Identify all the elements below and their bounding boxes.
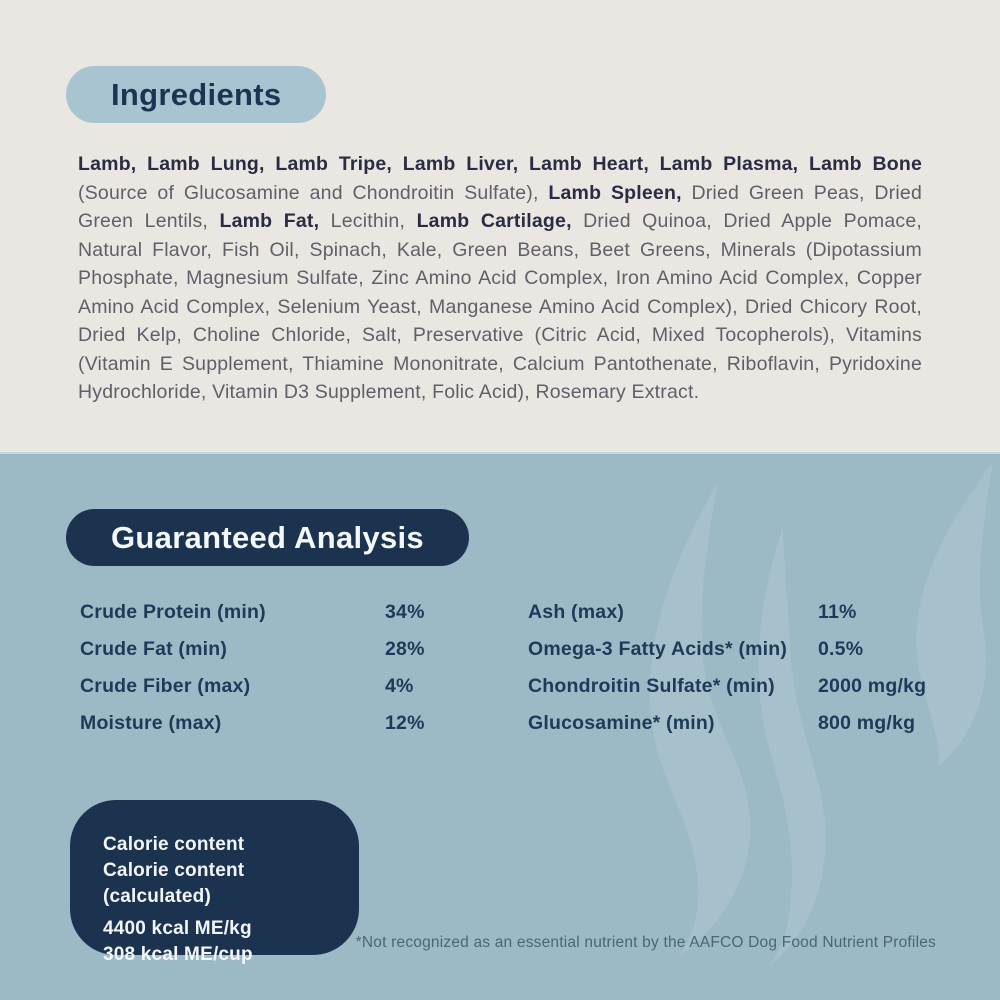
nutrient-label: Moisture (max) (80, 712, 222, 734)
nutrient-label: Omega-3 Fatty Acids* (min) (528, 638, 788, 660)
guaranteed-analysis-heading: Guaranteed Analysis (111, 519, 424, 555)
table-row (80, 675, 528, 698)
calorie-value-line: 4400 kcal ME/kg (103, 918, 252, 939)
calorie-title-line: Calorie content (calculated) (103, 860, 245, 907)
nutrient-label: Crude Protein (min) (80, 601, 266, 623)
nutrient-label: Ash (max) (528, 601, 625, 623)
table-column-right (528, 601, 940, 735)
table-row (80, 638, 528, 661)
nutrient-value: 800 mg/kg (818, 712, 916, 734)
calorie-content-values (103, 916, 339, 968)
calorie-value-line: 308 kcal ME/cup (103, 944, 253, 965)
ingredients-heading-pill (66, 66, 326, 123)
calorie-content-titles (103, 832, 339, 910)
table-row (528, 675, 940, 698)
nutrient-label: Glucosamine* (min) (528, 712, 715, 734)
nutrient-label: Chondroitin Sulfate* (min) (528, 675, 775, 697)
guaranteed-analysis-section (0, 452, 1000, 1000)
table-row (528, 601, 940, 624)
guaranteed-analysis-heading-pill (66, 509, 469, 566)
nutrient-value: 12% (385, 712, 425, 734)
nutrient-value: 28% (385, 638, 425, 660)
nutrient-label: Crude Fiber (max) (80, 675, 251, 697)
table-column-left (80, 601, 528, 735)
table-row (80, 601, 528, 624)
nutrient-value: 11% (818, 601, 857, 623)
ingredients-section (0, 0, 1000, 452)
aafco-footnote: *Not recognized as an essential nutrient by the AAFCO Dog Food Nutrient Profiles (355, 934, 936, 951)
nutrient-value: 2000 mg/kg (818, 675, 927, 697)
table-row (528, 712, 940, 735)
table-row (528, 638, 940, 661)
nutrient-label: Crude Fat (min) (80, 638, 228, 660)
ingredients-heading: Ingredients (111, 76, 282, 112)
nutrient-value: 0.5% (818, 638, 864, 660)
guaranteed-analysis-table (80, 601, 940, 735)
nutrient-value: 4% (385, 675, 414, 697)
calorie-content-box (70, 800, 359, 965)
calorie-title-line: Calorie content (103, 834, 245, 855)
nutrient-value: 34% (385, 601, 425, 623)
ingredients-paragraph: Lamb, Lamb Lung, Lamb Tripe, Lamb Liver, Lamb Heart, Lamb Plasma, Lamb Bone (Source of Glucosamine and Chondroitin Sulfate), Lamb Spleen, Dried Green Peas, Dried Green Lentils, Lamb Fat, Lecithin, Lamb Cartilage, Dried Quinoa, Dried Apple Pomace, Natural Flavor, Fish Oil, Spinach, Kale, Green Beans, Beet Greens, Minerals (Dipotassium Phosphate, Magnesium Sulfate, Zinc Amino Acid Complex, Iron Amino Acid Complex, Copper Amino Acid Complex, Selenium Yeast, Manganese Amino Acid Complex), Dried Chicory Root, Dried Kelp, Choline Chloride, Salt, Preservative (Citric Acid, Mixed Tocopherols), Vitamins (Vitamin E Supplement, Thiamine Mononitrate, Calcium Pantothenate, Riboflavin, Pyridoxine Hydrochloride, Vitamin D3 Supplement, Folic Acid), Rosemary Extract. (78, 153, 922, 403)
table-row (80, 712, 528, 735)
